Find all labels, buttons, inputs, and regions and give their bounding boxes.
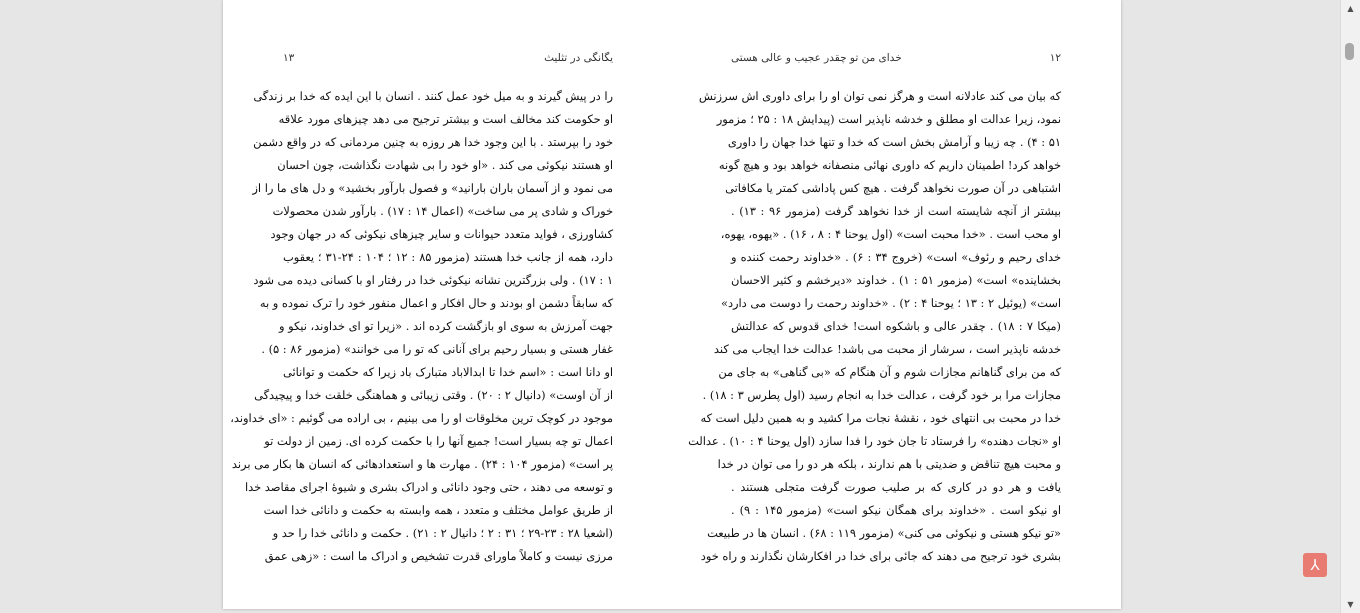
- left-page-number: ۱۳: [283, 52, 295, 64]
- text-line: از آن اوست» (دانیال ۲ : ۲۰) . وقتی زیبائی و هماهنگی خلقت خدا و پیچیدگی: [254, 388, 613, 402]
- text-line: ۱ : ۱۷) . ولی بزرگترین نشانه نیکوئی خدا در رفتار او با کسانی دیده می شود: [253, 273, 613, 287]
- text-line: خود را بپرستد . با این وجود خدا هر روزه به چنین مردمانی که در واقع دشمن: [253, 135, 613, 149]
- text-line: او دانا است : «اسم خدا تا ابدالاباد متبارک باد زیرا که حکمت و توانائی: [283, 365, 613, 379]
- text-line: بخشاینده» است» (مزمور ۵۱ : ۱) . خداوند «دیرخشم و کثیر الاحسان: [731, 273, 1061, 287]
- right-page-running-title: خدای من تو چقدر عجیب و عالی هستی: [731, 52, 902, 64]
- text-line: دارد، همه از جانب خدا هستند (مزمور ۸۵ : ۱۲ ؛ ۱۰۴ : ۲۴-۳۱ ؛ یعقوب: [283, 250, 613, 264]
- text-line: می نمود و از آسمان باران بارانید» و فصول بارآور بخشید» و دل های ما را از: [252, 181, 613, 195]
- text-line: «تو نیکو هستی و نیکوئی می کنی» (مزمور ۱۱۹ : ۶۸) . انسان ها در طبیعت: [707, 526, 1061, 540]
- pdf-glyph: ⅄: [1310, 556, 1320, 574]
- text-line: جهت آمرزش به سوی او بازگشت کرده اند . «زیرا تو ای خداوند، نیکو و: [278, 319, 613, 333]
- text-line: خواهد کرد! اطمینان داریم که داوری نهائی منصفانه خواهد بود و هیچ گونه: [718, 158, 1061, 172]
- text-line: (میکا ۷ : ۱۸) . چقدر عالی و باشکوه است! خدای قدوس که عدالتش: [731, 319, 1061, 333]
- text-line: اشتباهی در آن صورت نخواهد گرفت . هیچ کس پاداشی کمتر یا مکافاتی: [725, 181, 1061, 195]
- scroll-up-arrow-icon[interactable]: ▲: [1347, 4, 1354, 13]
- left-page-header: [283, 52, 613, 68]
- text-line: (اشعیا ۲۸ : ۲۳-۲۹ ؛ ۳۱ : ۲ ؛ دانیال ۲ : ۲۱) . حکمت و دانائی خدا را حد و: [272, 526, 613, 540]
- text-line: ۵۱ : ۴) . چه زیبا و آرامش بخش است که خدا و تنها خدا جهان را داوری: [727, 135, 1061, 149]
- book-spread-page: [223, 0, 1121, 609]
- text-line: خدشه ناپذیر است ، سرشار از محبت می باشد! عدالت خدا ایجاب می کند: [713, 342, 1061, 356]
- text-line: مرزی نیست و کاملاً ماورای قدرت تشخیص و ادراک ما است : «زهی عمق: [264, 549, 613, 563]
- text-line: او «نجات دهنده» را فرستاد تا جان خود را فدا سازد (اول یوحنا ۴ : ۱۰) . عدالت: [688, 434, 1061, 448]
- text-line: او هستند نیکوئی می کند . «او خود را بی شهادت نگذاشت، چون احسان: [277, 158, 613, 172]
- pdf-icon[interactable]: [1303, 553, 1327, 577]
- text-line: که بیان می کند عادلانه است و هرگز نمی توان او را برای داوری اش سرزنش: [698, 89, 1061, 103]
- text-line: که من برای گناهانم مجازات شوم و آن هنگام که «بی گناهی» به جای من: [718, 365, 1061, 379]
- text-line: غفار هستی و بسیار رحیم برای آنانی که تو را می خوانند» (مزمور ۸۶ : ۵) .: [261, 342, 613, 356]
- left-page-text: [230, 85, 613, 568]
- scroll-thumb[interactable]: [1345, 43, 1354, 60]
- text-line: که سابقاً دشمن او بودند و حال افکار و اعمال منفور خود را ترک نموده و به: [259, 296, 613, 310]
- right-page-number: ۱۲: [1049, 52, 1061, 64]
- text-line: نمود، زیرا عدالت او مطلق و خدشه ناپذیر است (پیدایش ۱۸ : ۲۵ ؛ مزمور: [716, 112, 1061, 126]
- text-line: پر است» (مزمور ۱۰۴ : ۲۴) . مهارت ها و استعدادهائی که انسان ها بکار می برند: [231, 457, 613, 471]
- text-line: کشاورزی ، فواید متعدد حیوانات و سایر چیزهای نیکوئی که در جهان وجود: [270, 227, 613, 241]
- text-line: و توسعه می دهند ، حتی وجود دانائی و ادراک بشری و شیوهٔ اجرای مقاصد خدا: [245, 480, 613, 494]
- vertical-scrollbar[interactable]: [1340, 0, 1360, 613]
- text-line: بیشتر از آنچه شایسته است از خدا نخواهد گرفت (مزمور ۹۶ : ۱۳) .: [731, 204, 1061, 218]
- text-line: او محب است . «خدا محبت است» (اول یوحنا ۴ : ۸ ، ۱۶) . «یهوه، یهوه،: [720, 227, 1061, 241]
- text-line: را در پیش گیرند و به میل خود عمل کنند . انسان با این ایده که خدا بر زندگی: [253, 89, 613, 103]
- text-line: موجود در کوچک ترین مخلوقات او را می بینیم ، بی اراده می گوئیم : «ای خداوند،: [230, 411, 613, 425]
- right-page-header: [731, 52, 1061, 68]
- text-line: او نیکو است . «خداوند برای همگان نیکو است» (مزمور ۱۴۵ : ۹) .: [731, 503, 1061, 517]
- text-line: خدا در محبت بی انتهای خود ، نقشهٔ نجات مرا کشید و به همین دلیل است که: [700, 411, 1061, 425]
- text-line: بشری خود ترجیح می دهند که جائی برای خدا در افکارشان نگذارند و راه خود: [700, 549, 1061, 563]
- text-line: مجازات مرا بر خود گرفت ، عدالت خدا به انجام رسید (اول پطرس ۳ : ۱۸) .: [702, 388, 1061, 402]
- text-line: او حکومت کند مخالف است و بیشتر ترجیح می دهد چیزهای مورد علاقه: [278, 112, 613, 126]
- text-line: خدای رحیم و رئوف» است» (خروج ۳۴ : ۶) . «خداوند رحمت کننده و: [731, 250, 1061, 264]
- text-line: یافت و هر دو در کاری که بر صلیب صورت گرفت متجلی هستند .: [731, 480, 1061, 494]
- right-page-text: [688, 85, 1061, 568]
- left-page-running-title: یگانگی در تثلیث: [544, 52, 613, 64]
- text-line: از طریق عوامل مختلف و متعدد ، همه وابسته به حکمت و دانائی خدا است: [263, 503, 613, 517]
- text-line: است» (یوئیل ۲ : ۱۳ ؛ یوحنا ۴ : ۲) . «خداوند رحمت را دوست می دارد»: [720, 296, 1061, 310]
- text-line: خوراک و شادی پر می ساخت» (اعمال ۱۴ : ۱۷) . بارآور شدن محصولات: [272, 204, 613, 218]
- text-line: اعمال تو چه بسیار است! جمیع آنها را با حکمت کرده ای. زمین از دولت تو: [264, 434, 613, 448]
- text-line: و محبت هیچ تناقض و ضدیتی با هم ندارند ، بلکه هر دو را می توان در خدا: [717, 457, 1061, 471]
- scroll-down-arrow-icon[interactable]: ▼: [1347, 600, 1354, 609]
